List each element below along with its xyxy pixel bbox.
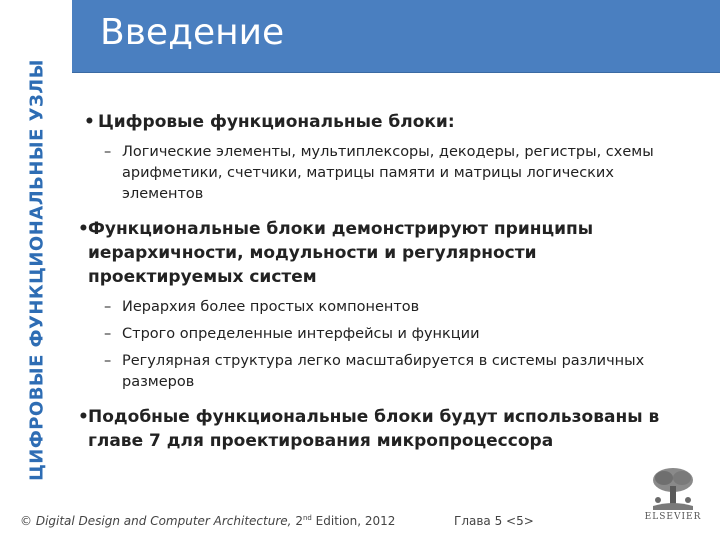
edition-suffix: nd xyxy=(302,514,312,522)
bullet-2 xyxy=(78,217,678,289)
side-section-title-text: ЦИФРОВЫЕ ФУНКЦИОНАЛЬНЫЕ УЗЛЫ xyxy=(26,59,48,481)
bullet-3 xyxy=(78,405,678,453)
bullet-dot: • xyxy=(78,219,89,239)
sub-bullet-1-1 xyxy=(78,142,678,205)
slide-title: Введение xyxy=(100,12,285,53)
chapter-page-number: Глава 5 <5> xyxy=(454,514,534,528)
sub-bullet-2-1-text: Иерархия более простых компонентов xyxy=(122,299,420,315)
sub-bullet-1-1-text: Логические элементы, мультиплексоры, декодеры, регистры, схемы арифметики, счетчики, матрицы памяти и матрицы логических элементов xyxy=(122,144,654,202)
footer-citation xyxy=(20,514,395,528)
sub-bullet-dash: – xyxy=(104,144,112,160)
bullet-2-text: Функциональные блоки демонстрируют принципы иерархичности, модульности и регулярности проектируемых систем xyxy=(88,219,594,287)
bullet-1-text: Цифровые функциональные блоки: xyxy=(98,112,455,132)
book-title: Digital Design and Computer Architecture, xyxy=(35,514,292,528)
elsevier-logo xyxy=(640,466,706,526)
copyright-symbol: © xyxy=(20,514,32,528)
bullet-1 xyxy=(78,110,678,134)
slide-content xyxy=(78,110,678,461)
sub-bullet-2-3 xyxy=(78,351,678,393)
sub-bullet-dash: – xyxy=(104,299,112,315)
bullet-dot: • xyxy=(84,112,95,132)
sub-bullet-2-2 xyxy=(78,324,678,345)
side-section-title xyxy=(22,30,52,510)
sub-bullet-dash: – xyxy=(104,353,112,369)
edition-number: 2 xyxy=(295,514,303,528)
edition-year: Edition, 2012 xyxy=(315,514,396,528)
bullet-dot: • xyxy=(78,407,89,427)
sub-bullet-2-3-text: Регулярная структура легко масштабируется в системы различных размеров xyxy=(122,353,645,390)
sub-bullet-2-1 xyxy=(78,297,678,318)
title-bar xyxy=(72,0,720,73)
bullet-3-text: Подобные функциональные блоки будут использованы в главе 7 для проектирования микропроцессора xyxy=(88,407,660,451)
tree-icon xyxy=(648,466,698,510)
logo-wordmark: ELSEVIER xyxy=(644,512,702,522)
sub-bullet-2-2-text: Строго определенные интерфейсы и функции xyxy=(122,326,480,342)
sub-bullet-dash: – xyxy=(104,326,112,342)
